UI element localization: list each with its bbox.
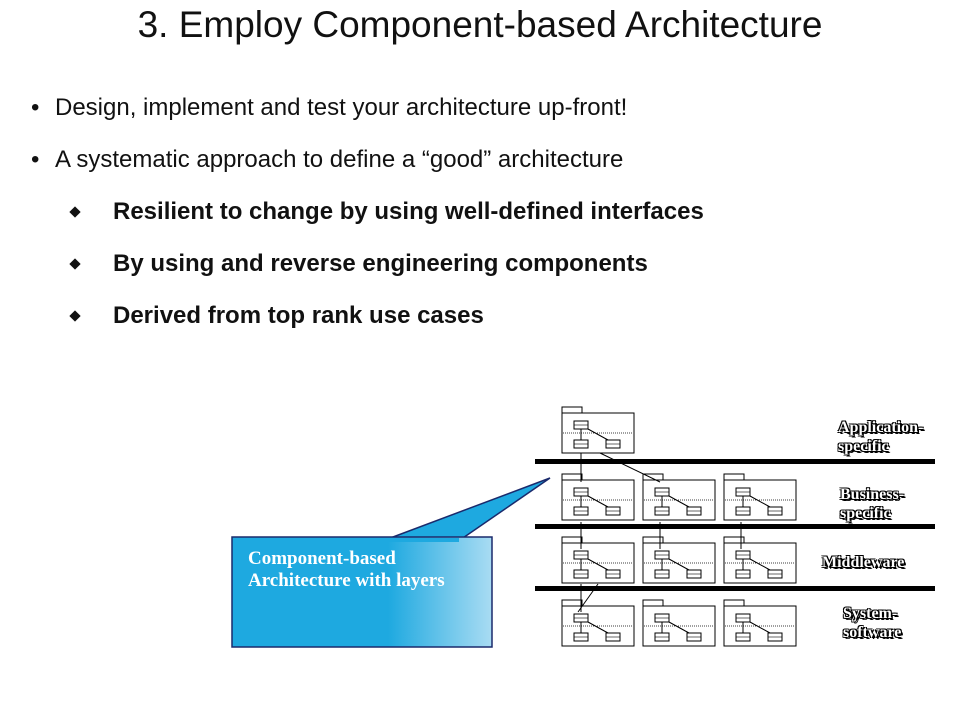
component-package-icon xyxy=(562,600,634,646)
callout-pointer xyxy=(385,478,550,540)
layer-separator xyxy=(535,524,935,529)
dependency-line xyxy=(600,453,660,482)
component-package-icon xyxy=(562,474,634,520)
layer-label-application: Application- specific xyxy=(838,419,924,455)
bullet-item: • A systematic approach to define a “good” architecture xyxy=(55,142,704,178)
component-package-icon xyxy=(724,537,796,583)
component-package-icon xyxy=(724,474,796,520)
layer-label-system: System- software xyxy=(843,605,902,641)
component-package-icon xyxy=(724,600,796,646)
bullet-item: • Design, implement and test your architecture up-front! xyxy=(55,90,704,126)
layer-separator xyxy=(535,459,935,464)
callout-text: Component-based Architecture with layers xyxy=(248,548,445,591)
component-package-icon xyxy=(562,537,634,583)
sub-bullet-item: By using and reverse engineering components xyxy=(55,246,704,282)
component-package-icon xyxy=(643,474,715,520)
component-package-icon xyxy=(643,600,715,646)
component-package-icon xyxy=(643,537,715,583)
layer-label-business: Business- specific xyxy=(840,486,905,522)
sub-bullet-item: Derived from top rank use cases xyxy=(55,298,704,334)
component-package-icon xyxy=(562,407,634,453)
layer-label-middleware: Middleware xyxy=(822,554,905,571)
sub-bullet-item: Resilient to change by using well-defined interfaces xyxy=(55,194,704,230)
slide-title: 3. Employ Component-based Architecture xyxy=(137,4,823,45)
